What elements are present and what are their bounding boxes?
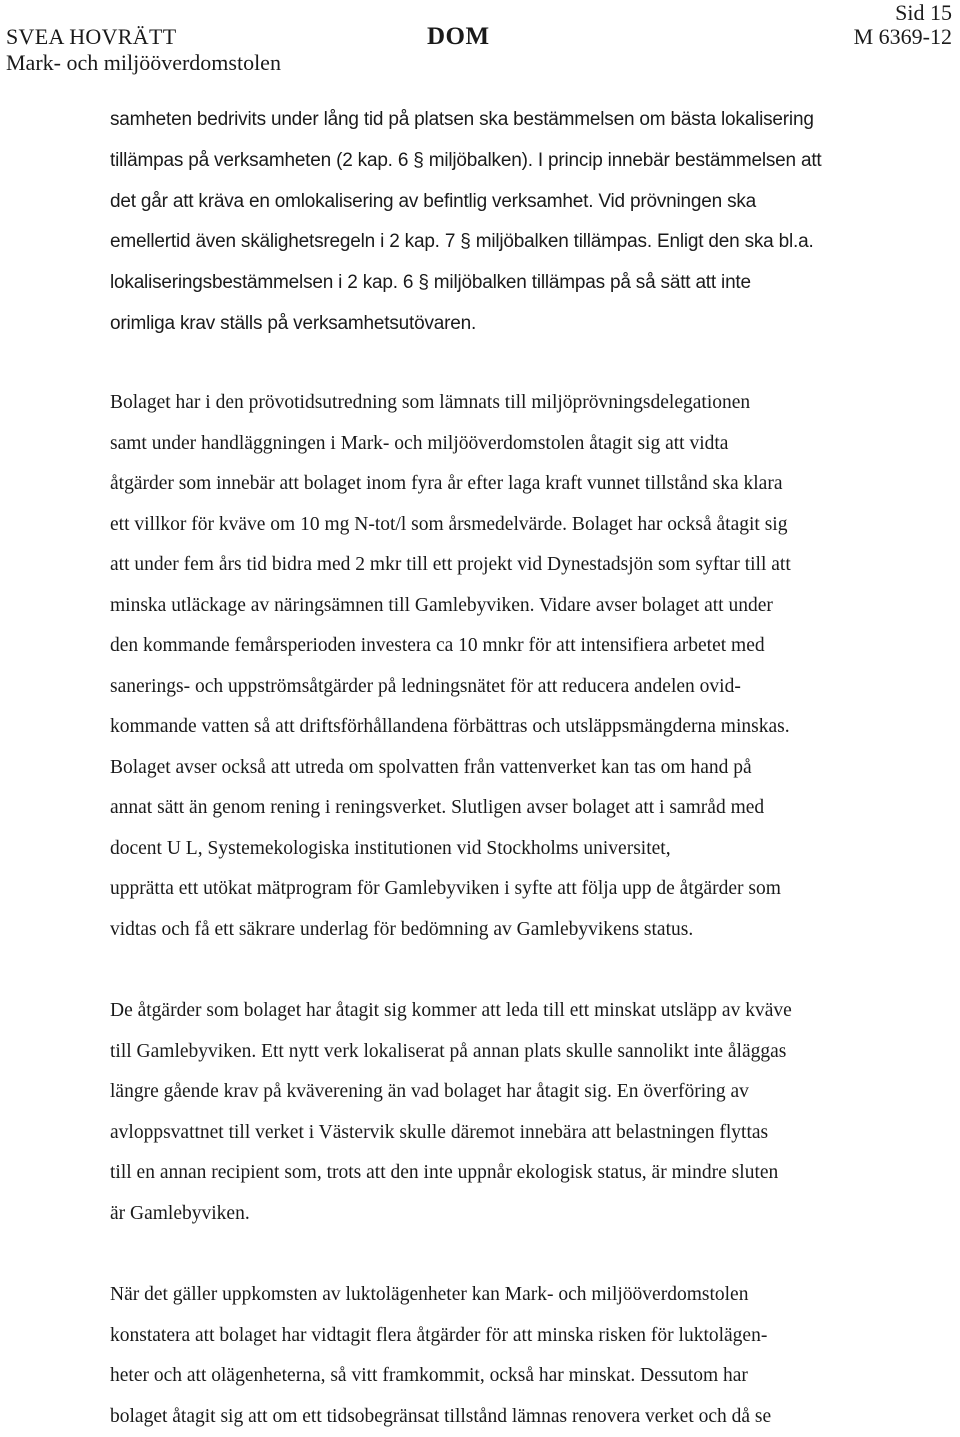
text-line: till Gamlebyviken. Ett nytt verk lokaliserat på annan plats skulle sannolikt inte åläggas (110, 1032, 932, 1073)
text-line: vidtas och få ett säkrare underlag för bedömning av Gamlebyvikens status. (110, 910, 932, 951)
text-line: ett villkor för kväve om 10 mg N-tot/l som årsmedelvärde. Bolaget har också åtagit sig (110, 505, 932, 546)
text-line: samt under handläggningen i Mark- och miljööverdomstolen åtagit sig att vidta (110, 424, 932, 465)
text-line: konstatera att bolaget har vidtagit flera åtgärder för att minska risken för luktolägen- (110, 1316, 932, 1357)
text-line: emellertid även skälighetsregeln i 2 kap. 7 § miljöbalken tillämpas. Enligt den ska bl.a. (110, 222, 932, 263)
paragraph-4 (110, 1275, 932, 1437)
text-line: åtgärder som innebär att bolaget inom fyra år efter laga kraft vunnet tillstånd ska klara (110, 464, 932, 505)
paragraph-3 (110, 991, 932, 1234)
text-line: Bolaget har i den prövotidsutredning som lämnats till miljöprövningsdelegationen (110, 383, 932, 424)
text-line: När det gäller uppkomsten av luktolägenheter kan Mark- och miljööverdomstolen (110, 1275, 932, 1316)
text-line: bolaget åtagit sig att om ett tidsobegränsat tillstånd lämnas renovera verket och då se (110, 1397, 932, 1437)
text-line: samheten bedrivits under lång tid på platsen ska bestämmelsen om bästa lokalisering (110, 100, 932, 141)
text-line: Bolaget avser också att utreda om spolvatten från vattenverket kan tas om hand på (110, 748, 932, 789)
text-line: De åtgärder som bolaget har åtagit sig kommer att leda till ett minskat utsläpp av kväve (110, 991, 932, 1032)
court-division: Mark- och miljööverdomstolen (6, 50, 281, 76)
page-header (0, 0, 960, 80)
document-type: DOM (427, 24, 490, 50)
text-line: tillämpas på verksamheten (2 kap. 6 § miljöbalken). I princip innebär bestämmelsen att (110, 141, 932, 182)
text-line: heter och att olägenheterna, så vitt framkommit, också har minskat. Dessutom har (110, 1356, 932, 1397)
text-line: det går att kräva en omlokalisering av befintlig verksamhet. Vid prövningen ska (110, 182, 932, 223)
text-line: är Gamlebyviken. (110, 1194, 932, 1235)
text-line: till en annan recipient som, trots att den inte uppnår ekologisk status, är mindre sluten (110, 1153, 932, 1194)
paragraph-1 (110, 100, 932, 345)
text-line: orimliga krav ställs på verksamhetsutövaren. (110, 304, 932, 345)
text-line: lokaliseringsbestämmelsen i 2 kap. 6 § miljöbalken tillämpas på så sätt att inte (110, 263, 932, 304)
text-line: den kommande femårsperioden investera ca 10 mnkr för att intensifiera arbetet med (110, 626, 932, 667)
page-number: Sid 15 (895, 0, 952, 26)
text-line: sanerings- och uppströmsåtgärder på ledningsnätet för att reducera andelen ovid- (110, 667, 932, 708)
paragraph-2 (110, 383, 932, 950)
text-line: upprätta ett utökat mätprogram för Gamlebyviken i syfte att följa upp de åtgärder som (110, 869, 932, 910)
text-line: kommande vatten så att driftsförhållandena förbättras och utsläppsmängderna minskas. (110, 707, 932, 748)
text-line: annat sätt än genom rening i reningsverket. Slutligen avser bolaget att i samråd med (110, 788, 932, 829)
case-number: M 6369-12 (854, 24, 952, 50)
text-line: att under fem års tid bidra med 2 mkr till ett projekt vid Dynestadsjön som syftar till att (110, 545, 932, 586)
text-line: avloppsvattnet till verket i Västervik skulle däremot innebära att belastningen flyttas (110, 1113, 932, 1154)
text-line: längre gående krav på kväverening än vad bolaget har åtagit sig. En överföring av (110, 1072, 932, 1113)
court-name: SVEA HOVRÄTT (6, 24, 176, 50)
text-line: minska utläckage av näringsämnen till Gamlebyviken. Vidare avser bolaget att under (110, 586, 932, 627)
text-line: docent U L, Systemekologiska institutionen vid Stockholms universitet, (110, 829, 932, 870)
